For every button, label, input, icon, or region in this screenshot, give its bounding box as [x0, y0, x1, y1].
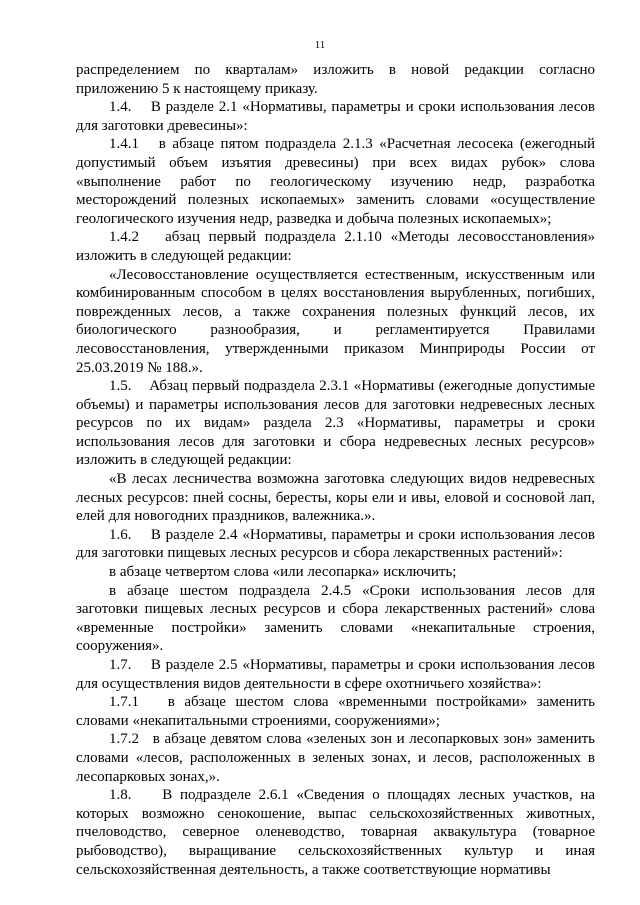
quoted-paragraph-reforestation: «Лесовосстановление осуществляется естественным, искусственным или комбинированным способом в целях восстановления вырубленных, погибших, поврежденных лесов, а также сохранения полезных функций лесов, их биологического разнообразия, и регламентируется Правилами лесовосстановления, утвержденными приказом Минприроды России от 25.03.2019 № 188.».: [76, 266, 595, 376]
paragraph-1-4-2: 1.4.2 абзац первый подраздела 2.1.10 «Методы лесовосстановления» изложить в следующей редакции:: [76, 229, 595, 264]
paragraph-continuation: распределением по кварталам» изложить в новой редакции согласно приложению 5 к настоящему приказу.: [76, 62, 595, 97]
paragraph-1-7: 1.7. В разделе 2.5 «Нормативы, параметры и сроки использования лесов для осуществления видов деятельности в сфере охотничьего хозяйства»:: [76, 657, 595, 692]
paragraph-1-6-b: в абзаце шестом подраздела 2.4.5 «Сроки использования лесов для заготовки пищевых лесных ресурсов и сбора лекарственных растений» слова «временные постройки» заменить словами «некапитальные строения, сооружения».: [76, 582, 595, 655]
document-body: [76, 61, 595, 879]
paragraph-1-4-1: 1.4.1 в абзаце пятом подраздела 2.1.3 «Расчетная лесосека (ежегодный допустимый объем изъятия древесины) при всех видах рубок» слова «выполнение работ по геологическому изучению недр, разработка месторождений полезных ископаемых» заменить словами «осуществление геологического изучения недр, разведка и добыча полезных ископаемых»;: [76, 136, 595, 227]
paragraph-1-7-1: 1.7.1 в абзаце шестом слова «временными постройками» заменить словами «некапитальными строениями, сооружениями»;: [76, 694, 595, 729]
paragraph-1-5: 1.5. Абзац первый подраздела 2.3.1 «Нормативы (ежегодные допустимые объемы) и параметры использования лесов для заготовки недревесных лесных ресурсов по их видам» раздела 2.3 «Нормативы, параметры и сроки использования лесов для заготовки и сбора недревесных лесных ресурсов» изложить в следующей редакции:: [76, 378, 595, 469]
paragraph-1-6-a: в абзаце четвертом слова «или лесопарка» исключить;: [109, 564, 457, 581]
paragraph-1-4: 1.4. В разделе 2.1 «Нормативы, параметры и сроки использования лесов для заготовки древесины»:: [76, 99, 595, 134]
paragraph-1-8: 1.8. В подразделе 2.6.1 «Сведения о площадях лесных участков, на которых возможно сенокошение, выпас сельскохозяйственных животных, пчеловодство, северное оленеводство, товарная аквакультура (товарное рыбоводство), выращивание сельскохозяйственных культур и иная сельскохозяйственная деятельность, а также соответствующие нормативы: [76, 787, 595, 878]
paragraph-1-7-2: 1.7.2 в абзаце девятом слова «зеленых зон и лесопарковых зон» заменить словами «лесов, расположенных в зеленых зонах, и лесов, расположенных в лесопарковых зонах,».: [76, 731, 595, 785]
page-number: 11: [314, 39, 326, 51]
quoted-paragraph-non-timber: «В лесах лесничества возможна заготовка следующих видов недревесных лесных ресурсов: пней сосны, бересты, коры ели и ивы, еловой и сосновой лап, елей для новогодних праздников, валежника.».: [76, 471, 595, 525]
paragraph-1-6: 1.6. В разделе 2.4 «Нормативы, параметры и сроки использования лесов для заготовки пищевых лесных ресурсов и сбора лекарственных растений»:: [76, 526, 595, 562]
